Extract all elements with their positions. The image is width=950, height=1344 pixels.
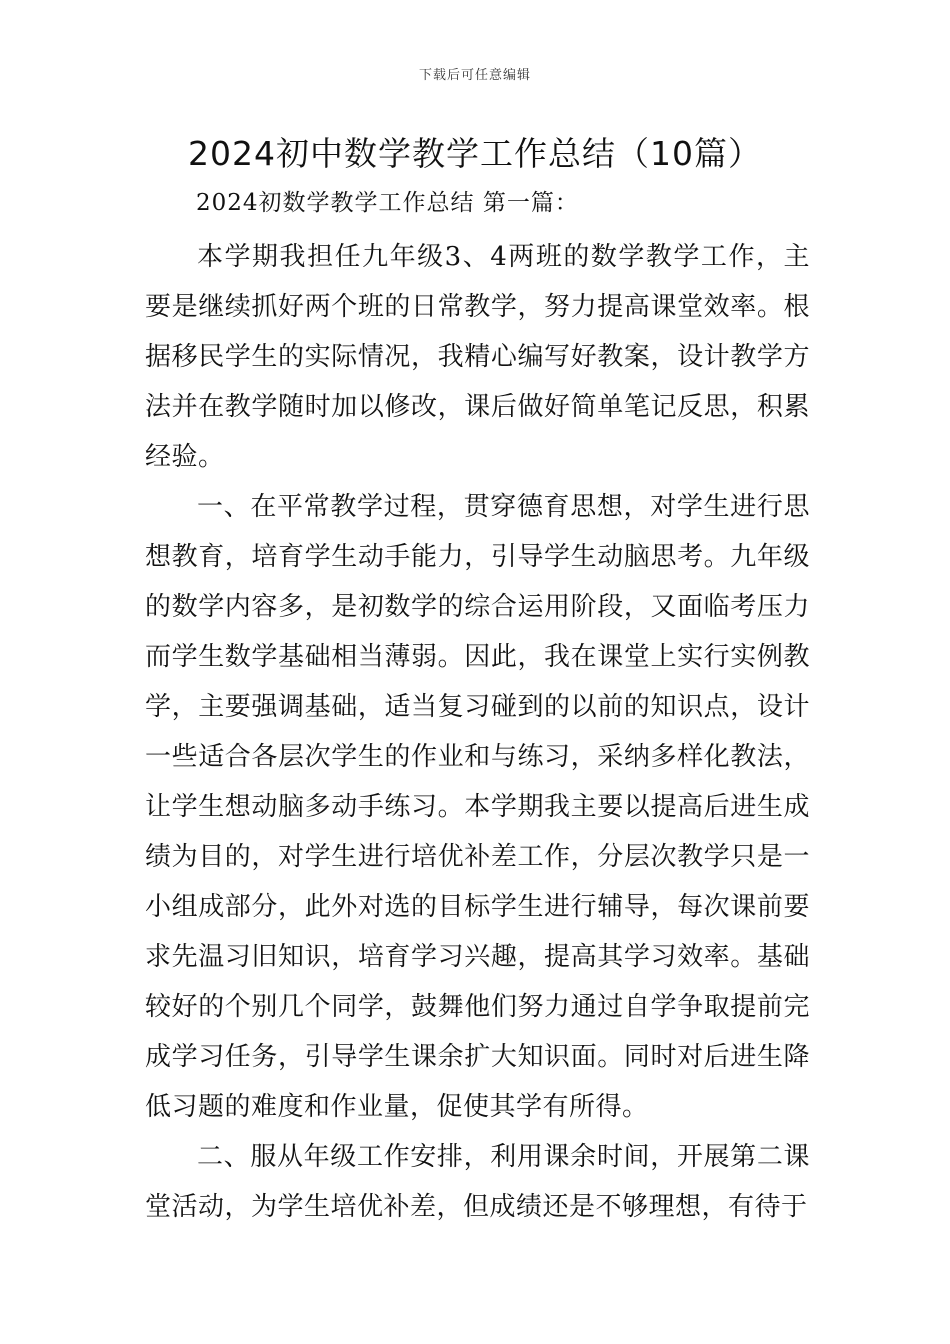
paragraph-point-two: 二、服从年级工作安排，利用课余时间，开展第二课堂活动，为学生培优补差，但成绩还是不够理想，有待于 bbox=[145, 1142, 810, 1222]
document-title: 2024初中数学教学工作总结（10篇） bbox=[188, 134, 762, 173]
section-subtitle: 2024初数学教学工作总结 第一篇： bbox=[196, 190, 579, 216]
paragraph-intro: 本学期我担任九年级3、4两班的数学教学工作，主要是继续抓好两个班的日常教学，努力提高课堂效率。根据移民学生的实际情况，我精心编写好教案，设计教学方法并在教学随时加以修改，课后做好简单笔记反思，积累经验。 bbox=[145, 242, 810, 472]
paragraph-point-one: 一、在平常教学过程，贯穿德育思想，对学生进行思想教育，培育学生动手能力，引导学生动脑思考。九年级的数学内容多，是初数学的综合运用阶段，又面临考压力而学生数学基础相当薄弱。因此，我在课堂上实行实例教学，主要强调基础，适当复习碰到的以前的知识点，设计一些适合各层次学生的作业和与练习，采纳多样化教法，让学生想动脑多动手练习。本学期我主要以提高后进生成绩为目的，对学生进行培优补差工作，分层次教学只是一小组成部分，此外对选的目标学生进行辅导，每次课前要求先温习旧知识，培育学习兴趣，提高其学习效率。基础较好的个别几个同学，鼓舞他们努力通过自学争取提前完成学习任务，引导学生课余扩大知识面。同时对后进生降低习题的难度和作业量，促使其学有所得。 bbox=[145, 492, 810, 1122]
document-body bbox=[145, 232, 810, 1232]
header-note: 下载后可任意编辑 bbox=[418, 68, 531, 83]
